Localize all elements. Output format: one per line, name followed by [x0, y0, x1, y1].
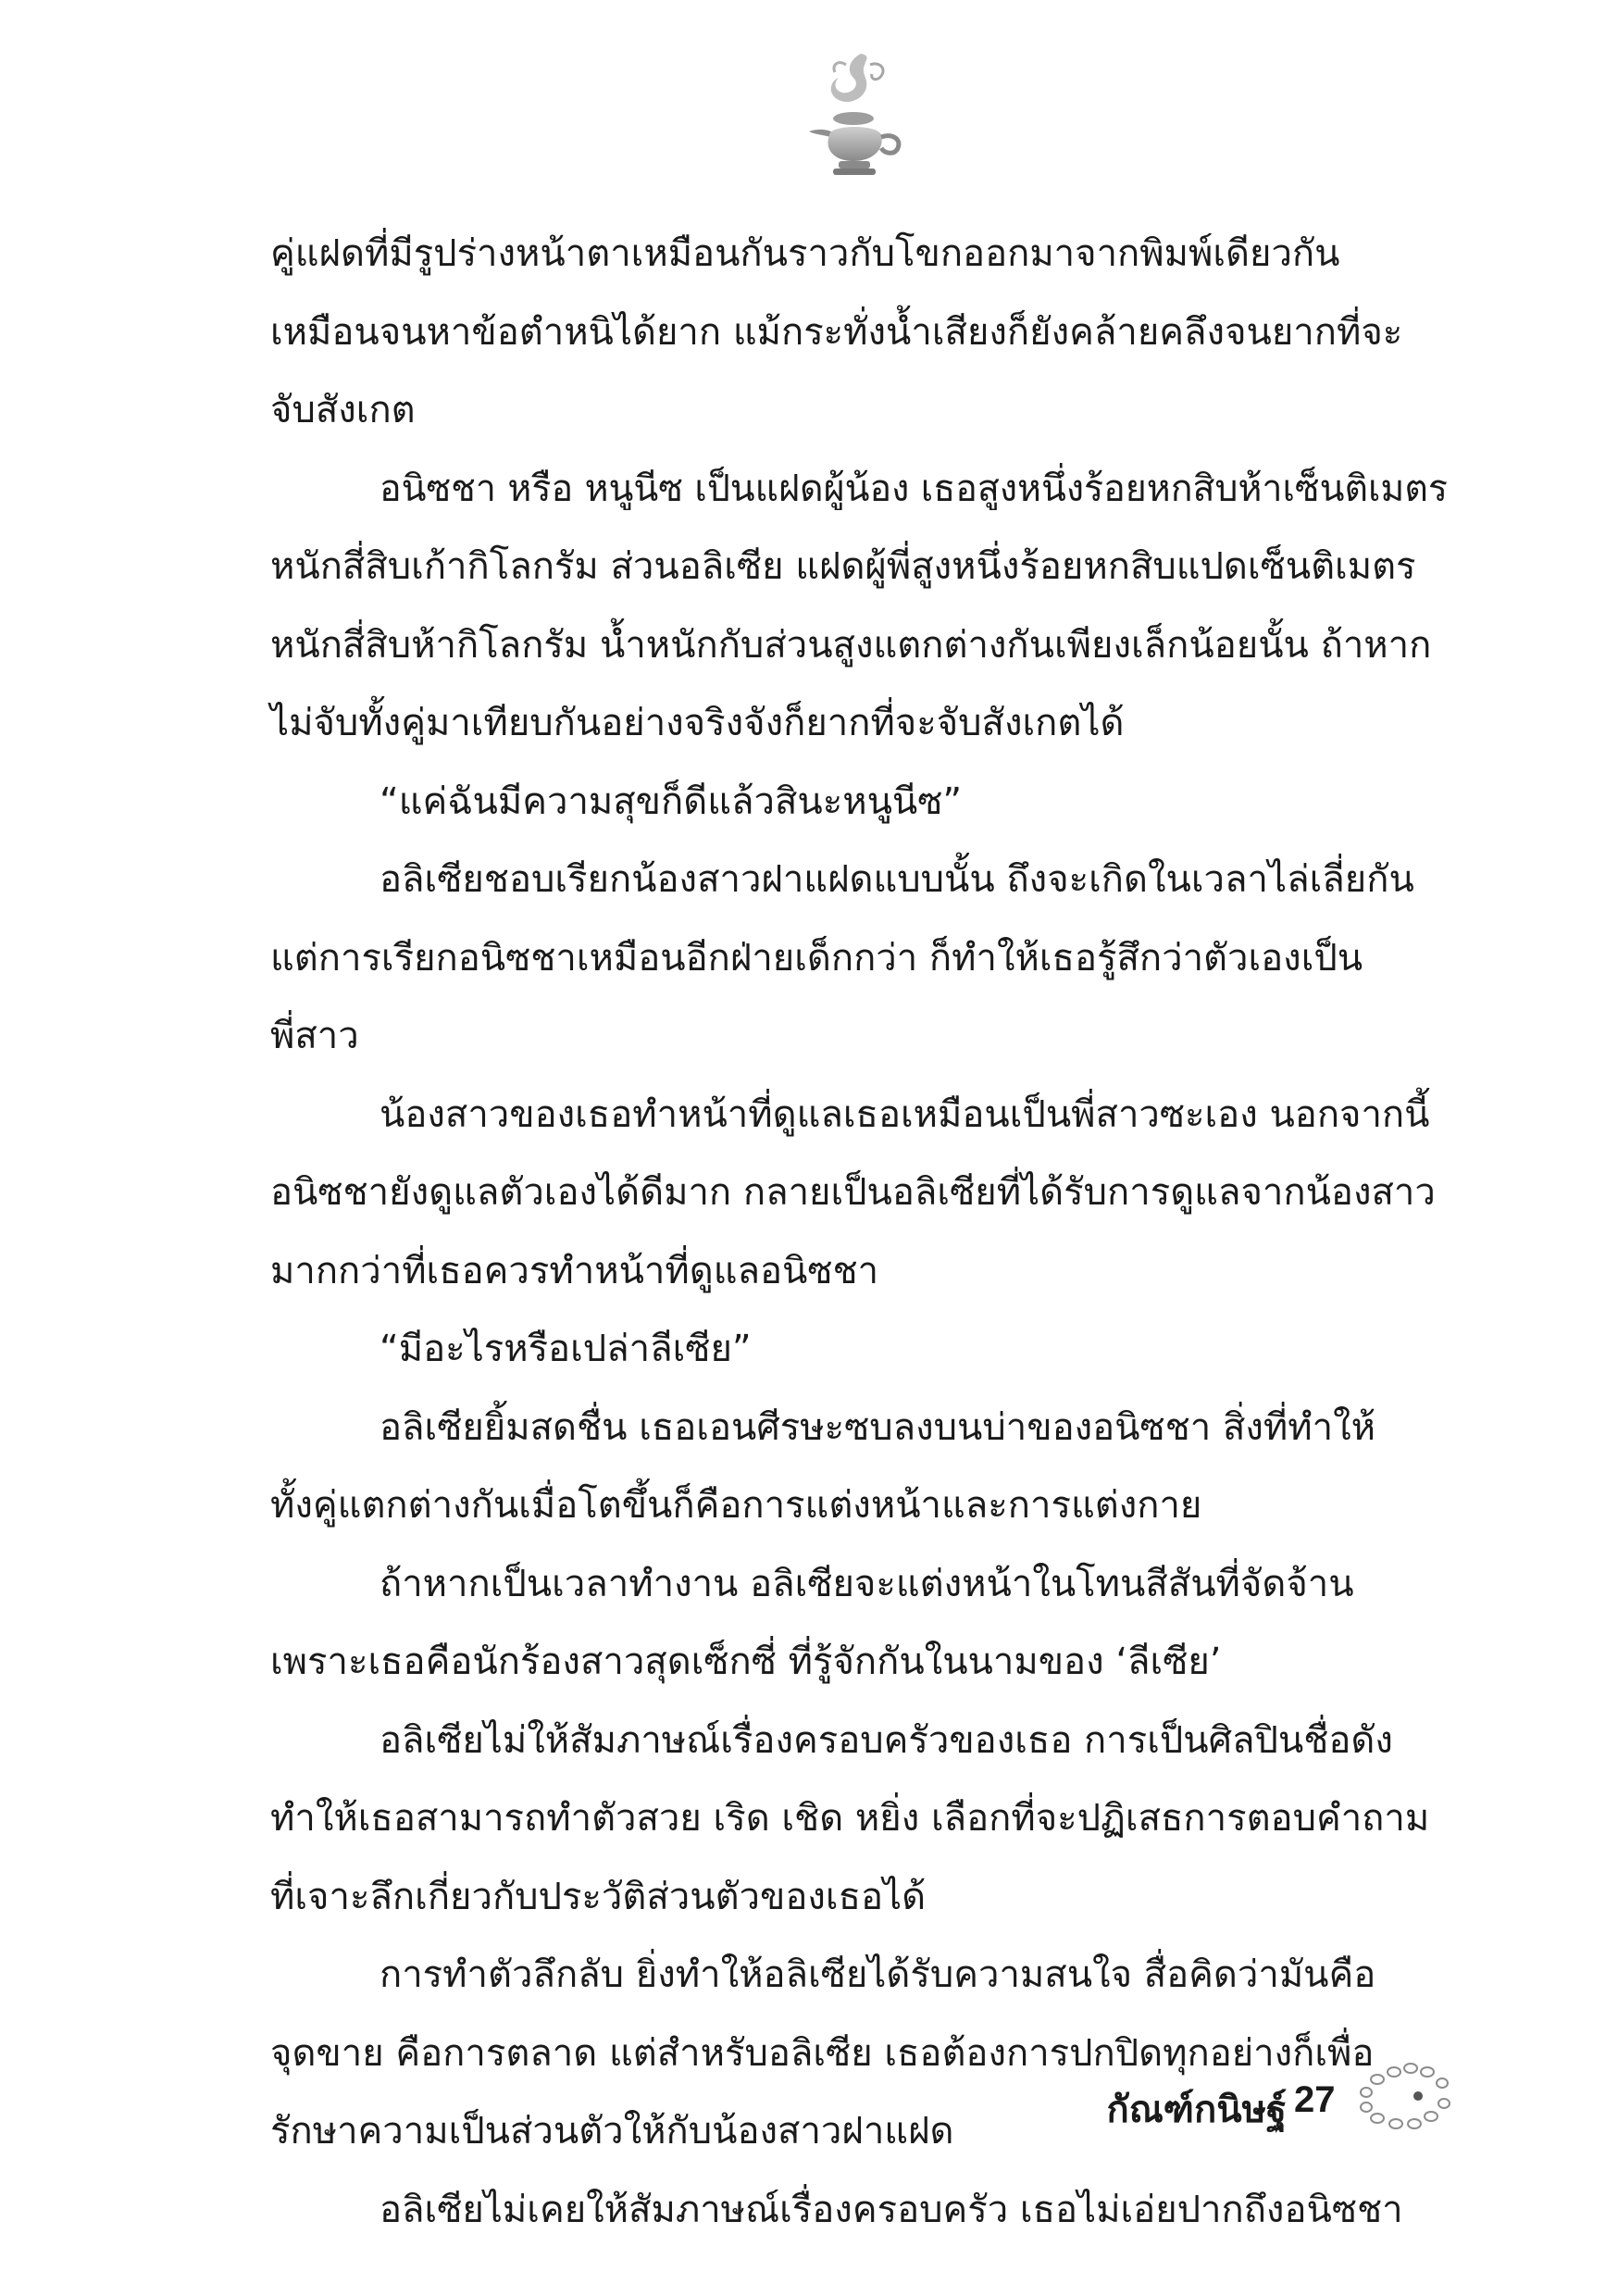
text-line: ที่เจาะลึกเกี่ยวกับประวัติส่วนตัวของเธอได้ [270, 1875, 927, 1918]
text-line: อนิซชา หรือ หนูนีซ เป็นแฝดผู้น้อง เธอสูงหนึ่งร้อยหกสิบห้าเซ็นติเมตร [380, 467, 1448, 510]
page-body [270, 215, 1448, 2249]
text-line: “มีอะไรหรือเปล่าลีเซีย” [380, 1328, 752, 1370]
text-line: อลิเซียชอบเรียกน้องสาวฝาแฝดแบบนั้น ถึงจะเกิดในเวลาไล่เลี่ยกัน [380, 858, 1414, 901]
book-title: กัณฑ์กนิษฐ์ [1106, 2089, 1287, 2131]
text-line: จับสังเกต [270, 389, 416, 431]
text-line: มากกว่าที่เธอควรทำหน้าที่ดูแลอนิซชา [270, 1249, 879, 1292]
text-line: “แค่ฉันมีความสุขก็ดีแล้วสินะหนูนีซ” [380, 780, 963, 823]
text-line: หนักสี่สิบเก้ากิโลกรัม ส่วนอลิเซีย แฝดผู้พี่สูงหนึ่งร้อยหกสิบแปดเซ็นติเมตร [270, 545, 1416, 588]
text-line: หนักสี่สิบห้ากิโลกรัม น้ำหนักกับส่วนสูงแตกต่างกันเพียงเล็กน้อยนั้น ถ้าหาก [270, 623, 1432, 667]
paragraph [270, 841, 1448, 1076]
genie-lamp-icon [796, 46, 916, 185]
text-line: พี่สาว [270, 1015, 359, 1057]
text-line: ไม่จับทั้งคู่มาเทียบกันอย่างจริงจังก็ยากที่จะจับสังเกตได้ [270, 702, 1125, 744]
text-line: การทำตัวลึกลับ ยิ่งทำให้อลิเซียได้รับความสนใจ สื่อคิดว่ามันคือ [380, 1953, 1376, 1996]
text-line: จุดขาย คือการตลาด แต่สำหรับอลิเซีย เธอต้องการปกปิดทุกอย่างก็เพื่อ [270, 2031, 1375, 2075]
text-line: เหมือนจนหาข้อตำหนิได้ยาก แม้กระทั่งน้ำเสียงก็ยังคล้ายคลึงจนยากที่จะ [270, 310, 1403, 354]
paragraph [270, 763, 1448, 842]
text-line: อลิเซียไม่ให้สัมภาษณ์เรื่องครอบครัวของเธอ การเป็นศิลปินชื่อดัง [380, 1718, 1393, 1762]
text-line: อลิเซียยิ้มสดชื่น เธอเอนศีรษะซบลงบนบ่าของอนิซชา สิ่งที่ทำให้ [380, 1405, 1376, 1449]
page-number: 27 [1294, 2079, 1336, 2120]
text-line: ทั้งคู่แตกต่างกันเมื่อโตขึ้นก็คือการแต่งหน้าและการแต่งกาย [270, 1484, 1202, 1527]
paragraph [270, 450, 1448, 763]
paragraph [270, 1076, 1448, 1311]
paragraph [270, 1545, 1448, 1702]
text-line: รักษาความเป็นส่วนตัวให้กับน้องสาวฝาแฝด [270, 2110, 954, 2152]
paragraph [270, 1702, 1448, 1937]
paragraph [270, 2171, 1448, 2250]
text-line: น้องสาวของเธอทำหน้าที่ดูแลเธอเหมือนเป็นพี่สาวซะเอง นอกจากนี้ [380, 1092, 1430, 1136]
text-line: เพราะเธอคือนักร้องสาวสุดเซ็กซี่ ที่รู้จักกันในนามของ ‘ลีเซีย’ [270, 1641, 1222, 1683]
text-line: อลิเซียไม่เคยให้สัมภาษณ์เรื่องครอบครัว เธอไม่เอ่ยปากถึงอนิซชา [380, 2188, 1403, 2231]
text-line: ถ้าหากเป็นเวลาทำงาน อลิเซียจะแต่งหน้าในโทนสีสันที่จัดจ้าน [380, 1562, 1354, 1605]
bracelet-icon [1353, 2059, 1455, 2133]
text-line: ทำให้เธอสามารถทำตัวสวย เริด เชิด หยิ่ง เลือกที่จะปฏิเสธการตอบคำถาม [270, 1797, 1430, 1840]
paragraph [270, 1310, 1448, 1389]
text-line: อนิซชายังดูแลตัวเองได้ดีมาก กลายเป็นอลิเซียที่ได้รับการดูแลจากน้องสาว [270, 1171, 1436, 1214]
text-line: แต่การเรียกอนิซชาเหมือนอีกฝ่ายเด็กกว่า ก็ทำให้เธอรู้สึกว่าตัวเองเป็น [270, 936, 1363, 980]
text-line: คู่แฝดที่มีรูปร่างหน้าตาเหมือนกันราวกับโขกออกมาจากพิมพ์เดียวกัน [270, 232, 1340, 275]
paragraph [270, 215, 1448, 450]
paragraph [270, 1389, 1448, 1545]
